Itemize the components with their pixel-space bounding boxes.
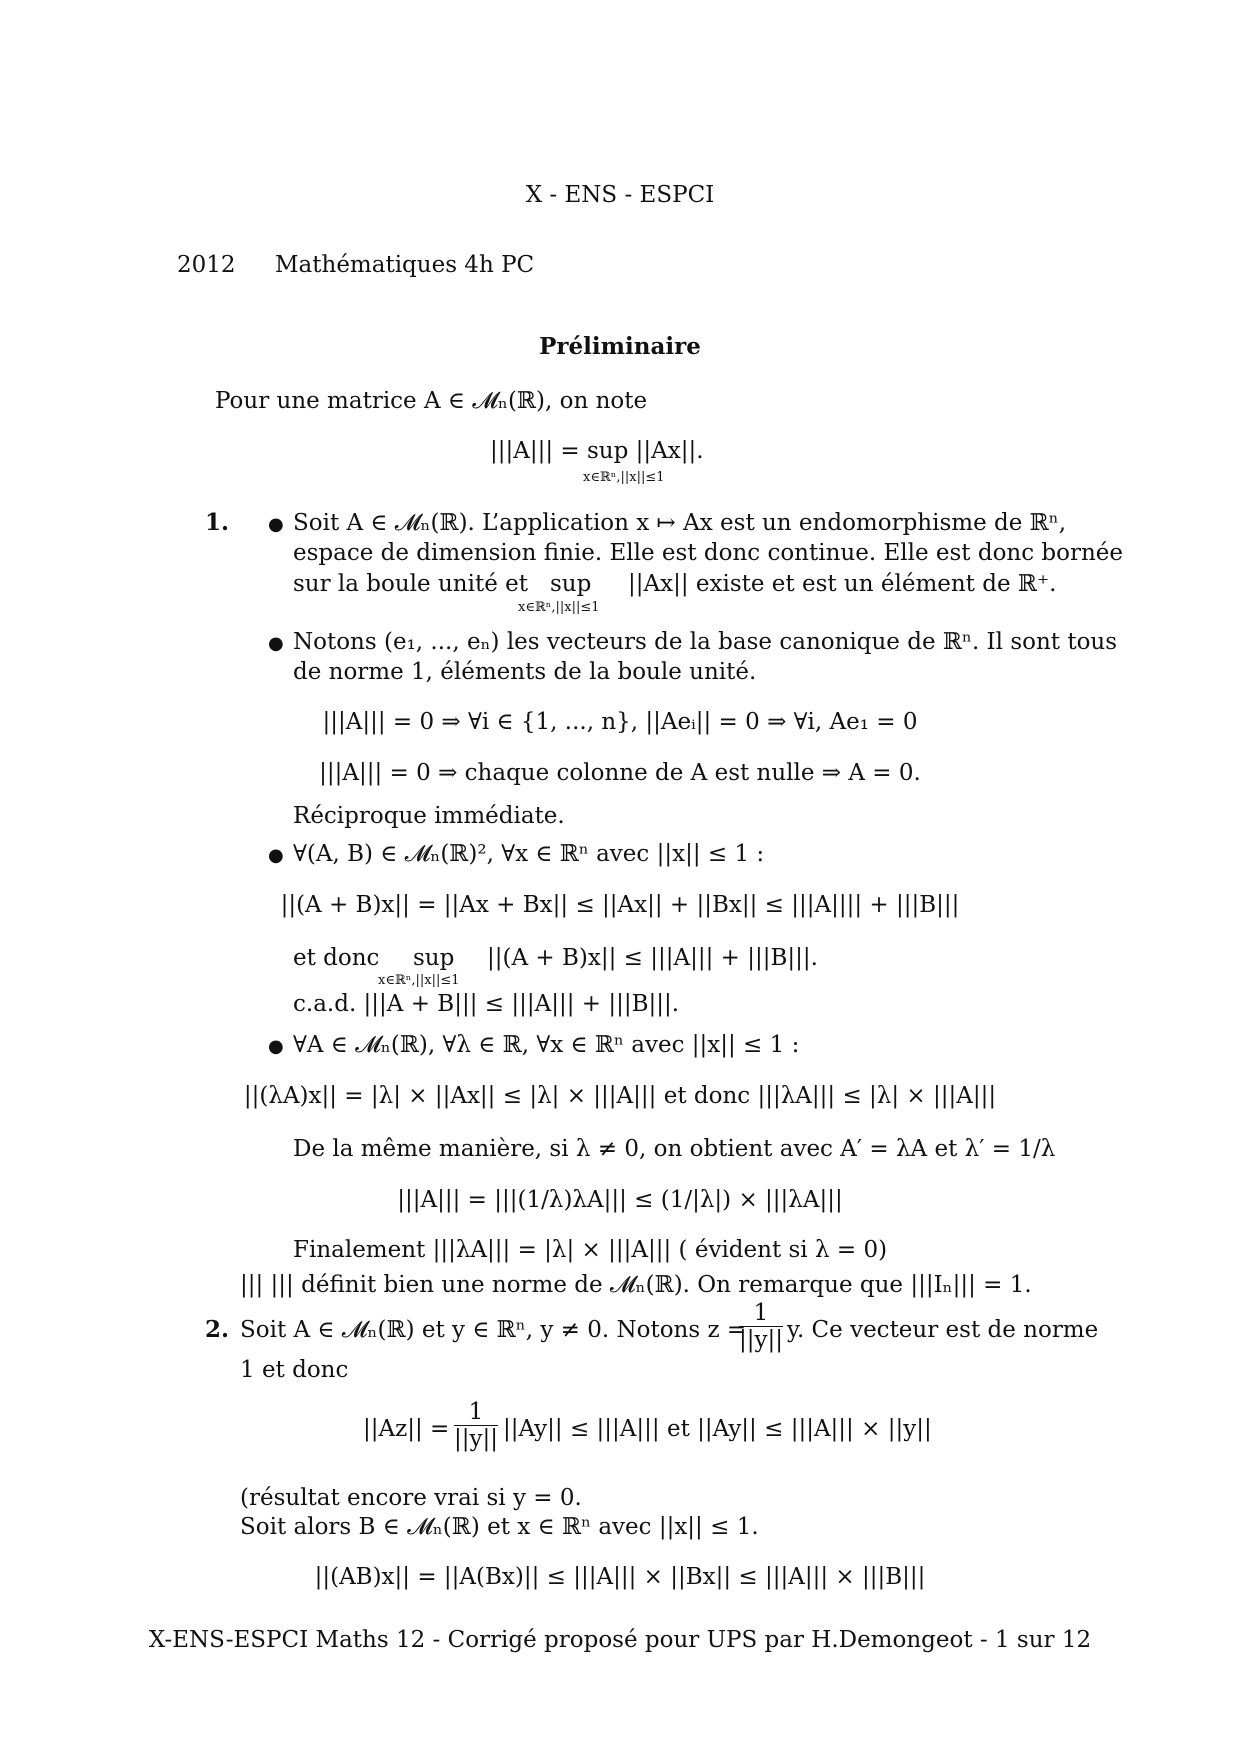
q2-equation-rhs: ||Ay|| ≤ |||A||| et ||Ay|| ≤ |||A||| × ||y||: [503, 1416, 932, 1442]
q2-equation-fraction: [452, 1399, 500, 1452]
exam-subject: Mathématiques 4h PC: [275, 252, 535, 278]
q2-line1a: Soit A ∈ 𝓜ₙ(ℝ) et y ∈ ℝⁿ, y ≠ 0. Notons z =: [240, 1317, 747, 1343]
q1-b2-equation1: |||A||| = 0 ⇒ ∀i ∈ {1, ..., n}, ||Aeᵢ|| = 0 ⇒ ∀i, Ae₁ = 0: [322, 709, 918, 735]
q1-b3-sup: sup: [413, 945, 455, 971]
q1-b4-equation: ||(λA)x|| = |λ| × ||Ax|| ≤ |λ| × |||A||| et donc |||λA||| ≤ |λ| × |||A|||: [243, 1083, 997, 1109]
bullet-icon: ●: [268, 1036, 284, 1057]
q2-fraction-denominator: ||y||: [739, 1327, 783, 1353]
bullet-icon: ●: [268, 633, 284, 654]
q1-b2-line2: de norme 1, éléments de la boule unité.: [293, 659, 757, 685]
intro-text: Pour une matrice A ∈ 𝓜ₙ(ℝ), on note: [215, 388, 648, 414]
q2-equation-lhs: ||Az|| =: [363, 1416, 450, 1442]
q2-line2: 1 et donc: [240, 1357, 349, 1383]
q2-equation2: ||(AB)x|| = ||A(Bx)|| ≤ |||A||| × ||Bx|| ≤ |||A||| × |||B|||: [314, 1564, 926, 1590]
q1-b4-equation2: |||A||| = |||(1/λ)λA||| ≤ (1/|λ|) × |||λA|||: [397, 1187, 843, 1213]
q1-b3-line2b: ||(A + B)x|| ≤ |||A||| + |||B|||.: [487, 945, 818, 971]
bullet-icon: ●: [268, 514, 284, 535]
q1-b1-subscript: x∈ℝⁿ,||x||≤1: [518, 600, 600, 615]
q1-b2-line1: Notons (e₁, ..., eₙ) les vecteurs de la base canonique de ℝⁿ. Il sont tous: [293, 629, 1118, 655]
q1-b3-line2a: et donc: [293, 945, 380, 971]
q2-eq-denominator: ||y||: [454, 1426, 498, 1452]
q1-b2-line3: Réciproque immédiate.: [293, 803, 565, 829]
bullet-icon: ●: [268, 845, 284, 866]
q1-b3-subscript: x∈ℝⁿ,||x||≤1: [378, 973, 460, 988]
q1-b3-line1: ∀(A, B) ∈ 𝓜ₙ(ℝ)², ∀x ∈ ℝⁿ avec ||x|| ≤ 1 :: [293, 841, 765, 867]
question-number-1: 1.: [205, 509, 230, 536]
q1-b4-line3: Finalement |||λA||| = |λ| × |||A||| ( évident si λ = 0): [293, 1237, 888, 1263]
q1-b1-line2: espace de dimension finie. Elle est donc continue. Elle est donc bornée: [293, 540, 1124, 566]
q1-conclusion: ||| ||| définit bien une norme de 𝓜ₙ(ℝ). On remarque que |||Iₙ||| = 1.: [240, 1272, 1032, 1298]
page-footer: X-ENS-ESPCI Maths 12 - Corrigé proposé pour UPS par H.Demongeot - 1 sur 12: [148, 1627, 1092, 1653]
q2-line4: Soit alors B ∈ 𝓜ₙ(ℝ) et x ∈ ℝⁿ avec ||x|| ≤ 1.: [240, 1514, 759, 1540]
norm-definition-subscript: x∈ℝⁿ,||x||≤1: [583, 470, 665, 485]
q1-b3-equation: ||(A + B)x|| = ||Ax + Bx|| ≤ ||Ax|| + ||Bx|| ≤ |||A|||| + |||B|||: [280, 892, 960, 918]
question-number-2: 2.: [205, 1316, 230, 1343]
section-title: Préliminaire: [539, 333, 701, 360]
q1-b3-line3: c.a.d. |||A + B||| ≤ |||A||| + |||B|||.: [293, 991, 680, 1017]
q2-line3: (résultat encore vrai si y = 0.: [240, 1485, 582, 1511]
q2-line1b: y. Ce vecteur est de norme: [787, 1317, 1099, 1343]
q2-eq-numerator: 1: [454, 1399, 498, 1426]
q1-b4-line1: ∀A ∈ 𝓜ₙ(ℝ), ∀λ ∈ ℝ, ∀x ∈ ℝⁿ avec ||x|| ≤ 1 :: [293, 1032, 800, 1058]
q1-b1-line1: Soit A ∈ 𝓜ₙ(ℝ). L’application x ↦ Ax est un endomorphisme de ℝⁿ,: [293, 510, 1067, 536]
norm-definition: |||A||| = sup ||Ax||.: [490, 438, 704, 464]
q1-b1-line3b: ||Ax|| existe et est un élément de ℝ⁺.: [628, 571, 1057, 597]
q1-b1-sup: sup: [550, 571, 592, 597]
document-title: X - ENS - ESPCI: [525, 182, 715, 208]
q2-fraction-numerator: 1: [739, 1300, 783, 1327]
q2-fraction-z: [737, 1300, 785, 1353]
q1-b2-equation2: |||A||| = 0 ⇒ chaque colonne de A est nulle ⇒ A = 0.: [319, 760, 921, 786]
exam-year: 2012: [177, 252, 236, 278]
q1-b4-line2: De la même manière, si λ ≠ 0, on obtient avec A′ = λA et λ′ = 1/λ: [293, 1136, 1056, 1162]
q1-b1-line3a: sur la boule unité et: [293, 571, 528, 597]
